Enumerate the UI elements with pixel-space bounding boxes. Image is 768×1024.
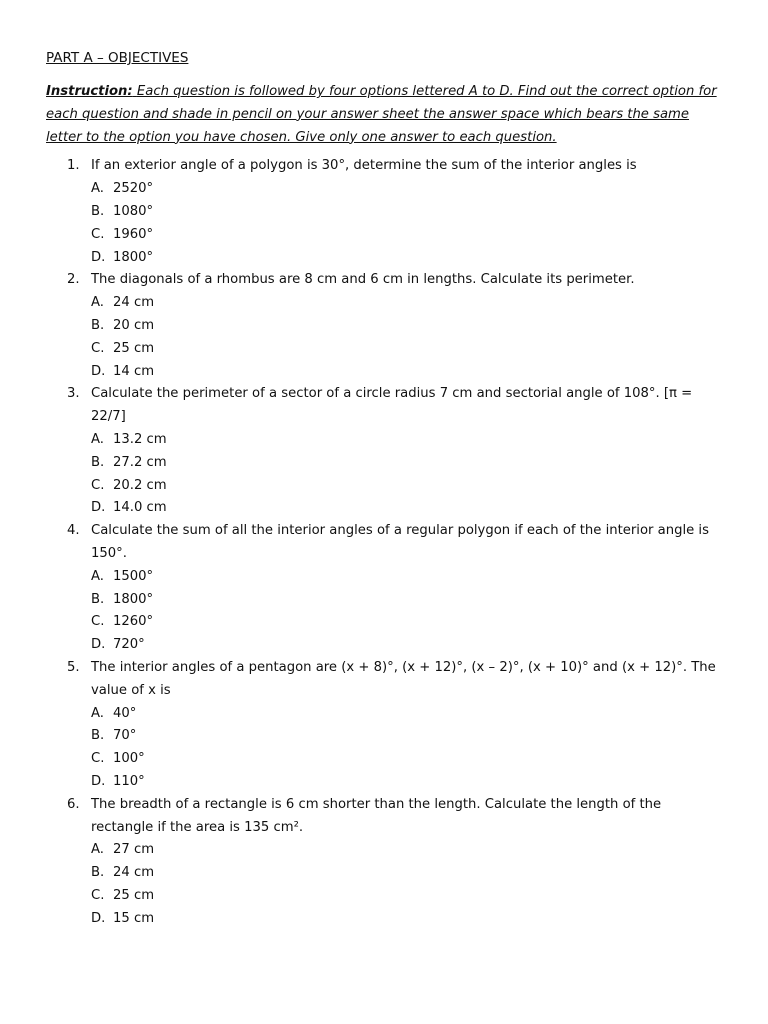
option-letter: B. [91,728,105,744]
instruction-label: Instruction: [46,84,133,99]
option-text: 25 cm [113,887,155,903]
option-text: 24 cm [113,865,155,881]
option-letter: A. [91,181,104,197]
option-text: 14 cm [113,363,155,379]
option-letter: A. [91,295,104,311]
option-text: 2520° [113,181,154,197]
option-list [91,178,722,269]
option-b [91,725,722,748]
question-text: Calculate the sum of all the interior angles of a regular polygon if each of the interior angle is 150°. [91,523,709,561]
option-b [91,862,722,885]
option-text: 1260° [113,614,154,630]
option-d [91,361,722,384]
option-text: 20.2 cm [113,477,167,493]
option-c [91,885,722,908]
option-d [91,497,722,520]
option-text: 24 cm [113,295,155,311]
question-text: If an exterior angle of a polygon is 30°, determine the sum of the interior angles is [91,158,637,174]
question-4 [46,520,722,657]
question-number: 6. [67,796,80,812]
question-text: Calculate the perimeter of a sector of a circle radius 7 cm and sectorial angle of 108°. [π = 22/7] [91,386,693,425]
option-b [91,315,722,338]
question-text: The breadth of a rectangle is 6 cm shorter than the length. Calculate the length of the rectangle if the area is 135 cm². [91,796,662,835]
option-letter: B. [91,203,105,219]
option-d [91,634,722,657]
option-text: 1800° [113,591,154,607]
option-list [91,292,722,383]
option-a [91,566,722,589]
option-text: 70° [113,728,137,744]
option-text: 1080° [113,203,154,219]
option-letter: A. [91,431,104,447]
option-letter: D. [91,249,106,265]
option-a [91,839,722,862]
option-c [91,611,722,634]
option-letter: D. [91,637,106,653]
option-text: 100° [113,751,145,767]
option-letter: A. [91,842,104,858]
option-text: 15 cm [113,910,155,926]
option-letter: A. [91,568,104,584]
option-text: 1960° [113,226,154,242]
option-letter: D. [91,910,106,926]
question-number: 2. [67,272,80,288]
option-letter: C. [91,887,105,903]
question-text: The diagonals of a rhombus are 8 cm and 6 cm in lengths. Calculate its perimeter. [91,272,635,288]
option-text: 27 cm [113,842,155,858]
option-letter: D. [91,773,106,789]
option-b [91,452,722,475]
question-number: 4. [67,523,80,539]
option-b [91,201,722,224]
question-5 [46,657,722,794]
option-c [91,338,722,361]
instruction [46,81,722,149]
option-letter: A. [91,705,104,721]
option-text: 14.0 cm [113,500,167,516]
option-text: 1500° [113,568,154,584]
option-d [91,908,722,931]
option-letter: D. [91,363,106,379]
instruction-text: Each question is followed by four options lettered A to D. Find out the correct option for each question and shade in pencil on your answer sheet the answer space which bears the same letter to the option you have chosen. Give only one answer to each question. [46,84,717,145]
option-letter: C. [91,614,105,630]
option-list [91,703,722,794]
question-3 [46,383,722,520]
option-letter: B. [91,591,105,607]
question-list [46,155,722,930]
option-c [91,224,722,247]
question-1 [46,155,722,269]
option-text: 27.2 cm [113,454,167,470]
option-text: 1800° [113,249,154,265]
option-a [91,703,722,726]
option-list [91,839,722,930]
question-number: 5. [67,659,80,675]
option-d [91,247,722,270]
option-c [91,748,722,771]
option-text: 720° [113,637,145,653]
option-list [91,566,722,657]
option-text: 40° [113,705,137,721]
option-text: 25 cm [113,340,155,356]
question-text: The interior angles of a pentagon are (x + 8)°, (x + 12)°, (x – 2)°, (x + 10)° and (x + 12)°. The value of x is [91,659,716,698]
option-letter: B. [91,865,105,881]
option-letter: C. [91,340,105,356]
option-letter: C. [91,751,105,767]
option-letter: B. [91,317,105,333]
option-text: 13.2 cm [113,431,167,447]
option-a [91,178,722,201]
option-letter: B. [91,454,105,470]
question-number: 1. [67,158,80,174]
option-c [91,475,722,498]
option-a [91,429,722,452]
option-a [91,292,722,315]
option-letter: C. [91,226,105,242]
option-b [91,589,722,612]
option-list [91,429,722,520]
question-2 [46,269,722,383]
option-d [91,771,722,794]
option-letter: D. [91,500,106,516]
part-title: PART A – OBJECTIVES [46,50,189,66]
option-text: 110° [113,773,145,789]
option-letter: C. [91,477,105,493]
question-6 [46,794,722,931]
option-text: 20 cm [113,317,155,333]
question-number: 3. [67,386,80,402]
